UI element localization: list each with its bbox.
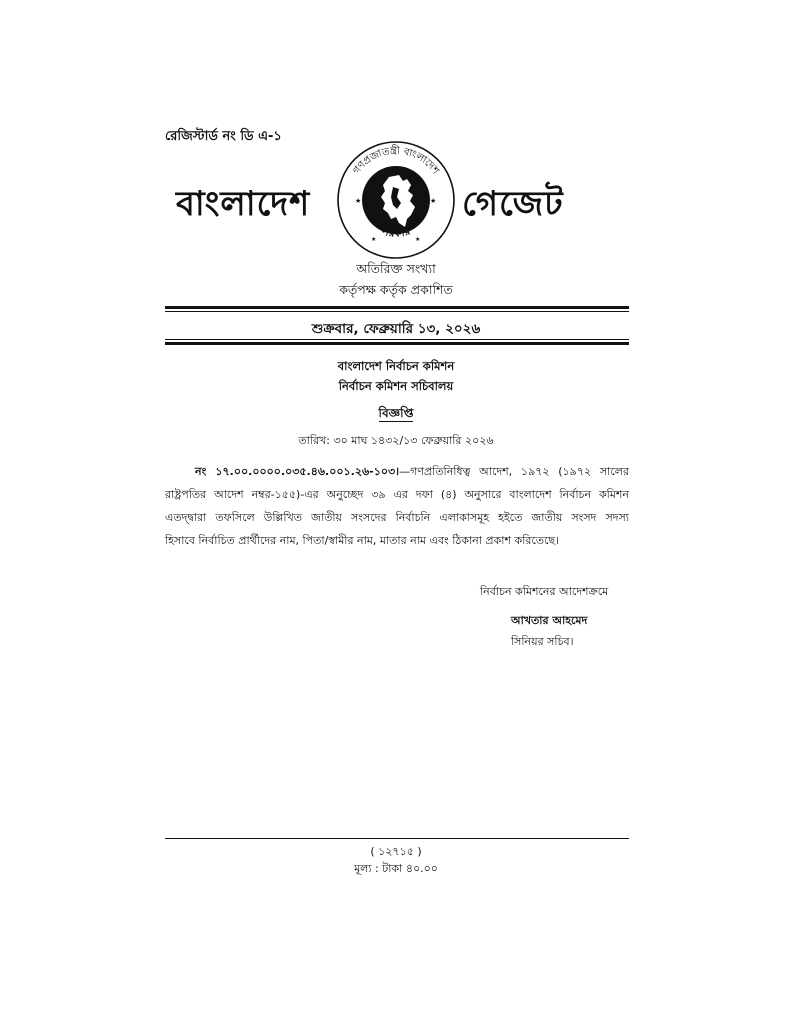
emblem-star-icon: ★ (355, 197, 362, 205)
footer-divider (165, 838, 629, 839)
notice-body (165, 460, 629, 552)
reference-number: নং ১৭.০০.০০০০.০৩৫.৪৬.০০১.২৬-১০৩। (195, 465, 400, 478)
page-number: ( ১২৭১৫ ) (370, 845, 422, 858)
emblem-top-text: গণপ্রজাতন্ত্রী বাংলাদেশ (351, 145, 441, 177)
emblem-star-icon: ★ (371, 236, 377, 243)
notice-title-text: বিজ্ঞপ্তি (378, 406, 414, 420)
order-by-line: নির্বাচন কমিশনের আদেশক্রমে (480, 585, 609, 598)
signer-name: আখতার আহমেদ (511, 614, 588, 627)
notice-title (0, 405, 792, 425)
registration-number: রেজিস্টার্ড নং ডি এ-১ (165, 129, 282, 144)
published-by-label: কর্তৃপক্ষ কর্তৃক প্রকাশিত (339, 282, 453, 297)
signer-title: সিনিয়র সচিব। (511, 635, 574, 648)
notice-body-line: এতদ্দ্বারা তফসিলে উল্লিখিত জাতীয় সংসদের নির্বাচনি এলাকাসমূহ হইতে জাতীয় সংসদ সদস্য (165, 511, 629, 524)
notice-body-line: হিসাবে নির্বাচিত প্রার্থীদের নাম, পিতা/স্বামীর নাম, মাতার নাম এবং ঠিকানা প্রকাশ করিতেছে। (165, 534, 560, 547)
masthead-title-right: গেজেট (462, 184, 564, 224)
header-divider-bottom (165, 342, 629, 345)
extra-issue-label: অতিরিক্ত সংখ্যা (356, 261, 436, 276)
notice-body-line (165, 460, 629, 483)
government-emblem (333, 137, 459, 263)
notice-date: তারিখ: ৩০ মাঘ ১৪৩২/১৩ ফেব্রুয়ারি ২০২৬ (298, 434, 494, 447)
issue-date: শুক্রবার, ফেব্রুয়ারি ১৩, ২০২৬ (311, 321, 481, 337)
price-label: মূল্য : টাকা ৪০.০০ (354, 862, 438, 875)
header-divider-bottom-thin (165, 339, 629, 340)
masthead-title-left: বাংলাদেশ (176, 184, 311, 224)
header-divider-top-thin (165, 311, 629, 312)
emblem-bottom-text: সরকার (380, 224, 412, 240)
bangladesh-map-emblem-icon (333, 137, 459, 263)
emblem-star-icon: ★ (415, 236, 421, 243)
organization-secretariat: নির্বাচন কমিশন সচিবালয় (338, 379, 454, 393)
notice-body-line: রাষ্ট্রপতির আদেশ নম্বর-১৫৫)-এর অনুচ্ছেদ ৩৯ এর দফা (৪) অনুসারে বাংলাদেশ নির্বাচন কমিশন (165, 488, 629, 501)
header-divider-top (165, 306, 629, 309)
notice-body-text: —গণপ্রতিনিধিত্ব আদেশ, ১৯৭২ (১৯৭২ সালের (399, 465, 629, 478)
emblem-star-icon: ★ (430, 197, 437, 205)
organization-name: বাংলাদেশ নির্বাচন কমিশন (337, 359, 455, 373)
